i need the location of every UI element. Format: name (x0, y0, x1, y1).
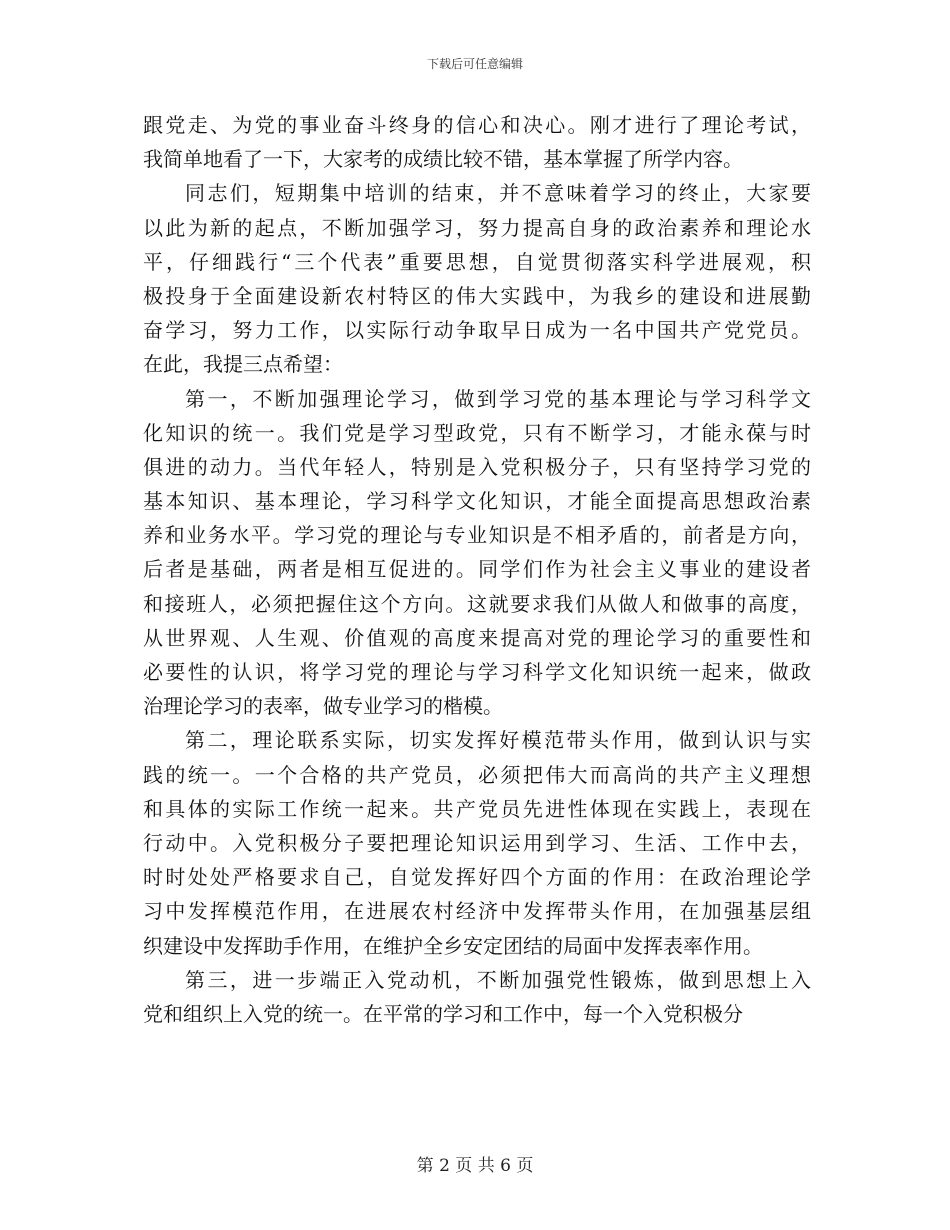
text-line: 基本知识、基本理论，学习科学文化知识，才能全面提高思想政治素 (143, 489, 811, 514)
text-line: 织建设中发挥助手作用，在维护全乡安定团结的局面中发挥表率作用。 (143, 933, 763, 958)
text-line: 极投身于全面建设新农村特区的伟大实践中，为我乡的建设和进展勤 (143, 283, 811, 308)
text-line: 习中发挥模范作用，在进展农村经济中发挥带头作用，在加强基层组 (143, 899, 811, 924)
text-line: 第一，不断加强理论学习，做到学习党的基本理论与学习科学文 (185, 386, 811, 411)
text-line: 时时处处严格要求自己，自觉发挥好四个方面的作用：在政治理论学 (143, 865, 811, 890)
paragraph (143, 723, 811, 962)
text-line: 后者是基础，两者是相互促进的。同学们作为社会主义事业的建设者 (143, 557, 811, 582)
text-line: 践的统一。一个合格的共产党员，必须把伟大而高尚的共产主义理想 (143, 762, 811, 787)
text-line: 在此，我提三点希望： (143, 352, 343, 377)
text-line: 同志们，短期集中培训的结束，并不意味着学习的终止，大家要 (185, 181, 811, 206)
text-line: 第二，理论联系实际，切实发挥好模范带头作用，做到认识与实 (185, 728, 811, 753)
text-line: 化知识的统一。我们党是学习型政党，只有不断学习，才能永葆与时 (143, 420, 811, 445)
text-line: 行动中。入党积极分子要把理论知识运用到学习、生活、工作中去， (143, 830, 811, 855)
paragraph (143, 382, 811, 724)
text-line: 和具体的实际工作统一起来。共产党员先进性体现在实践上，表现在 (143, 796, 811, 821)
document-body (143, 108, 811, 1031)
text-line: 第三，进一步端正入党动机，不断加强党性锻炼，做到思想上入 (185, 967, 811, 992)
page-number: 第 2 页 共 6 页 (416, 1156, 534, 1176)
text-line: 治理论学习的表率，做专业学习的楷模。 (143, 694, 503, 719)
paragraph (143, 963, 811, 1031)
paragraph (143, 176, 811, 381)
text-line: 跟党走、为党的事业奋斗终身的信心和决心。刚才进行了理论考试， (143, 113, 811, 137)
text-line: 养和业务水平。学习党的理论与专业知识是不相矛盾的，前者是方向， (143, 523, 811, 548)
text-line: 和接班人，必须把握住这个方向。这就要求我们从做人和做事的高度， (143, 591, 811, 616)
page-header: 下载后可任意编辑 (426, 57, 523, 71)
text-line: 以此为新的起点，不断加强学习，努力提高自身的政治素养和理论水 (143, 215, 811, 240)
text-line: 奋学习，努力工作，以实际行动争取早日成为一名中国共产党党员。 (143, 318, 811, 343)
text-line: 党和组织上入党的统一。在平常的学习和工作中，每一个入党积极分 (143, 1001, 743, 1026)
text-line: 俱进的动力。当代年轻人，特别是入党积极分子，只有坚持学习党的 (143, 454, 811, 479)
text-line: 平，仔细践行“三个代表”重要思想，自觉贯彻落实科学进展观，积 (143, 249, 811, 274)
paragraph (143, 108, 811, 176)
text-line: 必要性的认识，将学习党的理论与学习科学文化知识统一起来，做政 (143, 660, 811, 684)
text-line: 我简单地看了一下，大家考的成绩比较不错，基本掌握了所学内容。 (143, 147, 743, 172)
text-line: 从世界观、人生观、价值观的高度来提高对党的理论学习的重要性和 (143, 625, 811, 650)
